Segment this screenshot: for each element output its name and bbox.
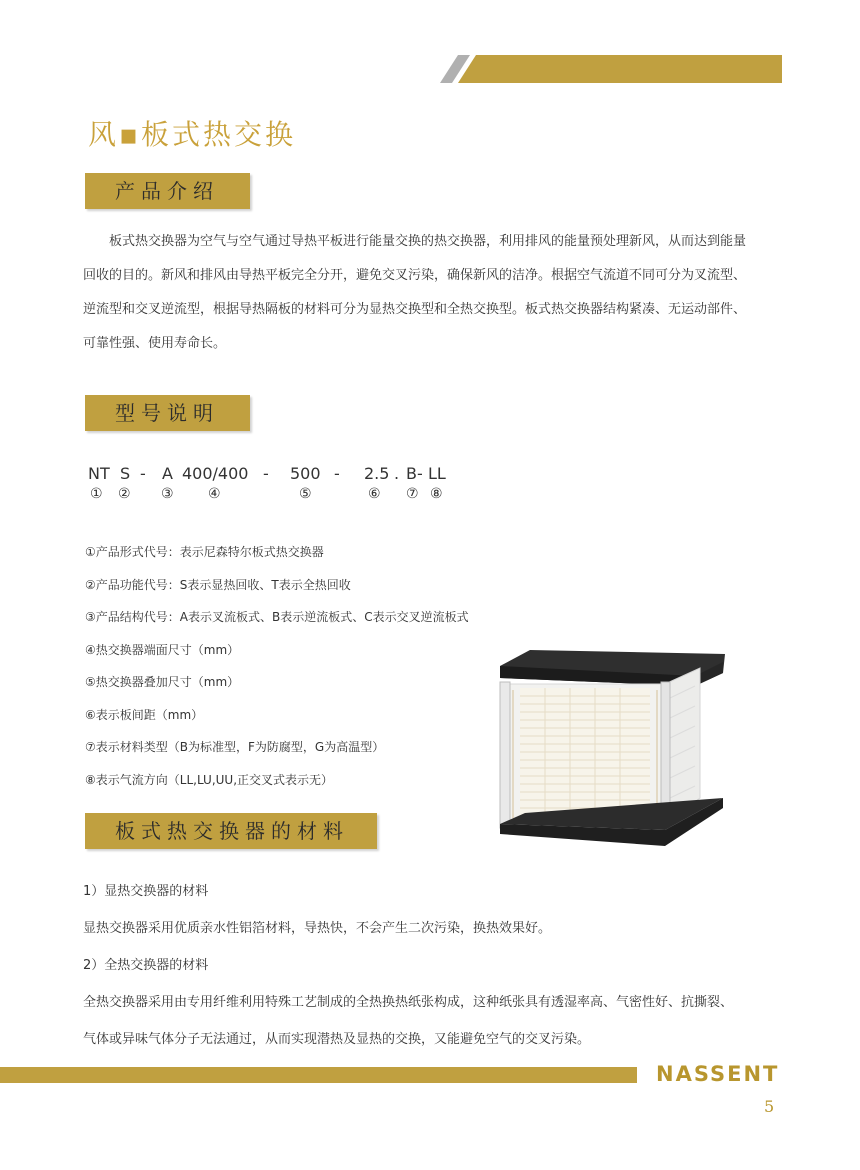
model-code-number: ② <box>118 486 131 502</box>
model-code-part: NT <box>88 464 110 483</box>
intro-line: 板式热交换器为空气与空气通过导热平板进行能量交换的热交换器，利用排风的能量预处理新风，从而达到能量 <box>109 234 747 249</box>
definition-item: ②产品功能代号：S表示显热回收、T表示全热回收 <box>85 577 351 592</box>
model-code-part: 2.5 <box>364 464 390 483</box>
model-code-number: ④ <box>208 486 221 502</box>
section-heading-model: 型号说明 <box>85 395 250 431</box>
materials-line: 全热交换器采用由专用纤维利用特殊工艺制成的全热换热纸张构成，这种纸张具有透湿率高、气密性好、抗撕裂、 <box>83 995 734 1010</box>
definition-item: ⑦表示材料类型（B为标准型，F为防腐型，G为高温型） <box>85 740 385 754</box>
definition-item: ⑤热交换器叠加尺寸（mm） <box>85 675 240 689</box>
definition-item: ①产品形式代号：表示尼森特尔板式热交换器 <box>85 545 324 559</box>
definition-item: ③产品结构代号：A表示叉流板式、B表示逆流板式、C表示交叉逆流板式 <box>85 610 469 624</box>
model-code-part: B- <box>406 464 423 483</box>
materials-line: 气体或异味气体分子无法通过，从而实现潜热及显热的交换，又能避免空气的交叉污染。 <box>83 1032 591 1047</box>
model-code-part: S <box>120 464 131 483</box>
model-code-part: - <box>263 464 269 483</box>
page-title: 风▪板式热交换 <box>88 118 296 151</box>
model-code-number: ③ <box>161 486 174 502</box>
intro-line: 回收的目的。新风和排风由导热平板完全分开，避免交叉污染，确保新风的洁净。根据空气流道不同可分为叉流型、 <box>83 268 747 283</box>
model-code-number: ⑤ <box>299 486 312 502</box>
section-heading-intro: 产品介绍 <box>85 173 250 209</box>
product-image <box>495 648 730 853</box>
definition-item: ⑧表示气流方向（LL,LU,UU,正交叉式表示无） <box>85 772 334 787</box>
intro-line: 可靠性强、使用寿命长。 <box>83 336 227 351</box>
intro-line: 逆流型和交叉逆流型，根据导热隔板的材料可分为显热交换型和全热交换型。板式热交换器结构紧凑、无运动部件、 <box>83 302 747 317</box>
model-code <box>88 460 488 510</box>
brand-logo: NASSENT <box>656 1062 780 1086</box>
model-code-part: . <box>394 464 400 483</box>
page-number: 5 <box>764 1097 775 1116</box>
model-code-part: LL <box>428 464 446 483</box>
materials-line: 显热交换器采用优质亲水性铝箔材料，导热快，不会产生二次污染，换热效果好。 <box>83 921 552 936</box>
materials-subheading: 2）全热交换器的材料 <box>83 958 209 973</box>
intro-paragraph <box>83 225 803 361</box>
definition-item: ⑥表示板间距（mm） <box>85 707 204 722</box>
model-code-part: 500 <box>290 464 321 483</box>
model-code-part: - <box>140 464 146 483</box>
model-code-number: ① <box>90 486 103 502</box>
definition-item: ④热交换器端面尺寸（mm） <box>85 642 240 657</box>
model-code-number: ⑥ <box>368 486 381 502</box>
section-heading-materials: 板式热交换器的材料 <box>85 813 377 849</box>
model-code-part: - <box>334 464 340 483</box>
model-code-number: ⑧ <box>430 486 443 502</box>
model-code-part: 400/400 <box>182 464 249 483</box>
materials-subheading: 1）显热交换器的材料 <box>83 884 209 899</box>
model-code-part: A <box>162 464 173 483</box>
model-definitions <box>85 536 505 796</box>
footer-bar <box>0 1067 637 1083</box>
materials-text <box>83 873 803 1058</box>
top-decorative-bar <box>440 55 782 83</box>
model-code-number: ⑦ <box>406 486 419 502</box>
